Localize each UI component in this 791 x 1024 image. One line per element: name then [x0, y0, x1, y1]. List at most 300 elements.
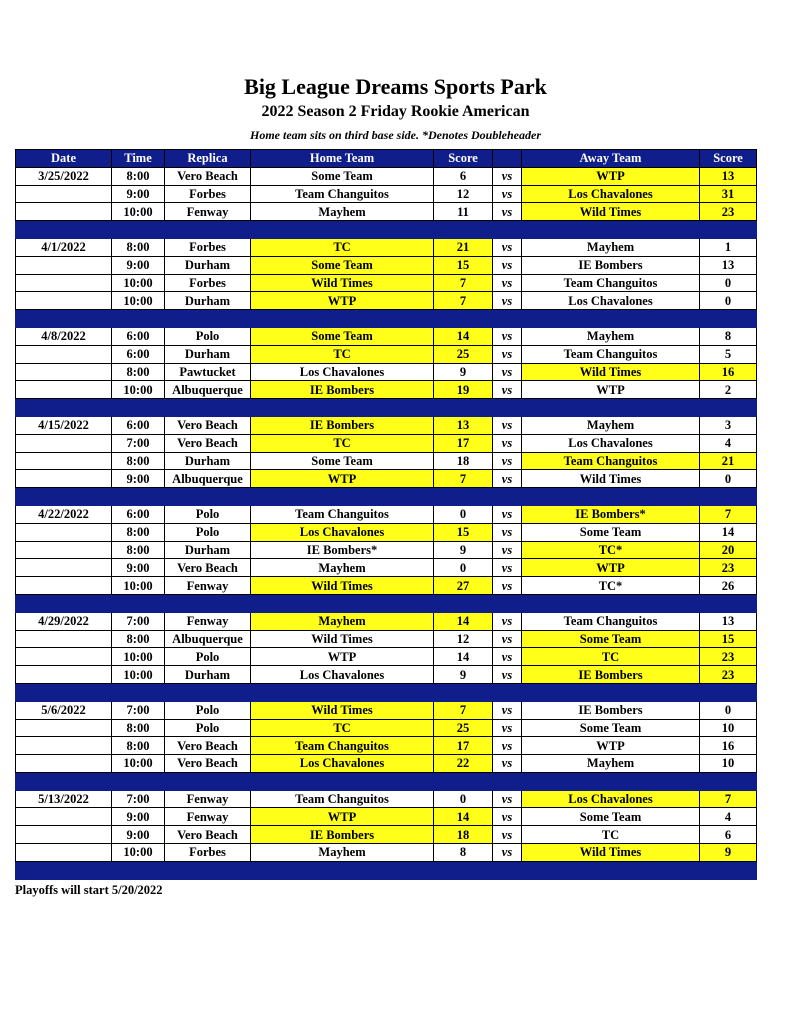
separator-cell	[434, 594, 493, 612]
home-team: Wild Times	[251, 577, 434, 595]
separator-cell	[16, 861, 112, 879]
table-row	[16, 505, 757, 523]
separator-cell	[16, 488, 112, 506]
game-date	[16, 292, 112, 310]
home-score: 13	[434, 416, 493, 434]
away-team: IE Bombers	[522, 256, 700, 274]
game-replica: Vero Beach	[165, 559, 251, 577]
separator-cell	[434, 488, 493, 506]
game-replica: Fenway	[165, 790, 251, 808]
game-time: 8:00	[112, 452, 165, 470]
away-score: 16	[700, 737, 757, 755]
away-score: 3	[700, 416, 757, 434]
home-team: Team Changuitos	[251, 505, 434, 523]
table-row	[16, 648, 757, 666]
separator-cell	[434, 772, 493, 790]
vs-label: vs	[493, 612, 522, 630]
vs-label: vs	[493, 434, 522, 452]
game-date	[16, 541, 112, 559]
vs-label: vs	[493, 185, 522, 203]
table-row	[16, 790, 757, 808]
game-time: 7:00	[112, 790, 165, 808]
week-separator	[16, 772, 757, 790]
game-replica: Vero Beach	[165, 755, 251, 773]
game-time: 8:00	[112, 363, 165, 381]
home-team: Los Chavalones	[251, 523, 434, 541]
separator-cell	[493, 861, 522, 879]
game-date: 4/8/2022	[16, 327, 112, 345]
home-team: Wild Times	[251, 630, 434, 648]
away-score: 13	[700, 612, 757, 630]
separator-cell	[165, 772, 251, 790]
away-score: 23	[700, 559, 757, 577]
game-replica: Polo	[165, 701, 251, 719]
separator-cell	[700, 399, 757, 417]
separator-cell	[522, 488, 700, 506]
game-time: 9:00	[112, 185, 165, 203]
separator-cell	[112, 221, 165, 239]
home-score: 14	[434, 612, 493, 630]
separator-cell	[434, 683, 493, 701]
home-score: 6	[434, 167, 493, 185]
separator-cell	[700, 310, 757, 328]
away-score: 26	[700, 577, 757, 595]
away-team: WTP	[522, 167, 700, 185]
separator-cell	[16, 772, 112, 790]
game-time: 10:00	[112, 274, 165, 292]
separator-cell	[251, 772, 434, 790]
home-team: Wild Times	[251, 274, 434, 292]
away-score: 2	[700, 381, 757, 399]
separator-cell	[522, 683, 700, 701]
schedule-table	[15, 149, 757, 880]
home-score: 14	[434, 808, 493, 826]
separator-cell	[16, 310, 112, 328]
week-separator	[16, 488, 757, 506]
away-team: Wild Times	[522, 203, 700, 221]
table-row	[16, 185, 757, 203]
vs-label: vs	[493, 167, 522, 185]
game-time: 8:00	[112, 238, 165, 256]
separator-cell	[112, 772, 165, 790]
away-team: Some Team	[522, 719, 700, 737]
game-replica: Vero Beach	[165, 434, 251, 452]
game-replica: Polo	[165, 327, 251, 345]
game-time: 8:00	[112, 719, 165, 737]
away-score: 10	[700, 755, 757, 773]
game-time: 10:00	[112, 666, 165, 684]
game-replica: Forbes	[165, 185, 251, 203]
away-team: Mayhem	[522, 327, 700, 345]
home-team: IE Bombers	[251, 826, 434, 844]
table-row	[16, 719, 757, 737]
game-time: 6:00	[112, 345, 165, 363]
game-time: 7:00	[112, 434, 165, 452]
game-replica: Polo	[165, 648, 251, 666]
separator-cell	[700, 772, 757, 790]
table-row	[16, 345, 757, 363]
game-date	[16, 470, 112, 488]
vs-label: vs	[493, 826, 522, 844]
home-team: IE Bombers*	[251, 541, 434, 559]
separator-cell	[700, 861, 757, 879]
game-time: 8:00	[112, 167, 165, 185]
header-away-score: Score	[700, 150, 757, 168]
game-replica: Durham	[165, 666, 251, 684]
home-team: Mayhem	[251, 203, 434, 221]
away-team: Team Changuitos	[522, 452, 700, 470]
table-row	[16, 363, 757, 381]
game-date	[16, 203, 112, 221]
game-time: 8:00	[112, 737, 165, 755]
table-row	[16, 844, 757, 862]
away-team: Some Team	[522, 808, 700, 826]
separator-cell	[434, 310, 493, 328]
vs-label: vs	[493, 256, 522, 274]
home-team: Wild Times	[251, 701, 434, 719]
game-replica: Forbes	[165, 274, 251, 292]
table-row	[16, 452, 757, 470]
table-row	[16, 416, 757, 434]
game-time: 6:00	[112, 505, 165, 523]
game-date	[16, 577, 112, 595]
separator-cell	[522, 772, 700, 790]
home-score: 7	[434, 292, 493, 310]
separator-cell	[112, 399, 165, 417]
table-row	[16, 203, 757, 221]
separator-cell	[700, 488, 757, 506]
separator-cell	[165, 399, 251, 417]
week-separator	[16, 221, 757, 239]
home-score: 8	[434, 844, 493, 862]
home-team: WTP	[251, 808, 434, 826]
home-score: 9	[434, 666, 493, 684]
home-score: 22	[434, 755, 493, 773]
home-team: IE Bombers	[251, 416, 434, 434]
header-home-score: Score	[434, 150, 493, 168]
separator-cell	[493, 594, 522, 612]
game-date: 4/29/2022	[16, 612, 112, 630]
schedule-note: Home team sits on third base side. *Denotes Doubleheader	[250, 128, 541, 142]
separator-cell	[165, 488, 251, 506]
game-date	[16, 363, 112, 381]
separator-cell	[434, 861, 493, 879]
home-team: Mayhem	[251, 844, 434, 862]
game-replica: Forbes	[165, 238, 251, 256]
game-date	[16, 559, 112, 577]
home-score: 19	[434, 381, 493, 399]
separator-cell	[251, 594, 434, 612]
game-replica: Durham	[165, 452, 251, 470]
away-score: 9	[700, 844, 757, 862]
home-score: 9	[434, 541, 493, 559]
away-score: 6	[700, 826, 757, 844]
home-score: 18	[434, 826, 493, 844]
vs-label: vs	[493, 274, 522, 292]
week-separator	[16, 594, 757, 612]
away-team: TC	[522, 648, 700, 666]
separator-cell	[434, 399, 493, 417]
game-replica: Polo	[165, 719, 251, 737]
game-time: 9:00	[112, 559, 165, 577]
home-score: 21	[434, 238, 493, 256]
vs-label: vs	[493, 808, 522, 826]
playoffs-note: Playoffs will start 5/20/2022	[15, 883, 163, 897]
game-time: 10:00	[112, 648, 165, 666]
game-date	[16, 434, 112, 452]
separator-cell	[112, 310, 165, 328]
away-score: 16	[700, 363, 757, 381]
vs-label: vs	[493, 648, 522, 666]
home-score: 17	[434, 737, 493, 755]
away-score: 23	[700, 203, 757, 221]
table-row	[16, 755, 757, 773]
game-date	[16, 523, 112, 541]
separator-cell	[165, 683, 251, 701]
table-row	[16, 666, 757, 684]
game-date	[16, 808, 112, 826]
game-replica: Pawtucket	[165, 363, 251, 381]
table-row	[16, 523, 757, 541]
away-team: IE Bombers	[522, 701, 700, 719]
table-row	[16, 808, 757, 826]
separator-cell	[16, 399, 112, 417]
week-separator	[16, 310, 757, 328]
vs-label: vs	[493, 844, 522, 862]
away-team: IE Bombers	[522, 666, 700, 684]
away-score: 7	[700, 790, 757, 808]
game-time: 10:00	[112, 203, 165, 221]
away-team: WTP	[522, 381, 700, 399]
away-team: Wild Times	[522, 844, 700, 862]
home-team: WTP	[251, 470, 434, 488]
game-date	[16, 256, 112, 274]
separator-cell	[112, 594, 165, 612]
game-replica: Durham	[165, 345, 251, 363]
game-time: 7:00	[112, 701, 165, 719]
vs-label: vs	[493, 327, 522, 345]
separator-cell	[251, 310, 434, 328]
game-date: 4/22/2022	[16, 505, 112, 523]
vs-label: vs	[493, 719, 522, 737]
game-time: 9:00	[112, 256, 165, 274]
vs-label: vs	[493, 577, 522, 595]
away-team: Mayhem	[522, 755, 700, 773]
table-row	[16, 737, 757, 755]
home-team: IE Bombers	[251, 381, 434, 399]
away-team: TC*	[522, 577, 700, 595]
game-replica: Albuquerque	[165, 381, 251, 399]
game-time: 8:00	[112, 630, 165, 648]
separator-cell	[434, 221, 493, 239]
home-team: TC	[251, 719, 434, 737]
vs-label: vs	[493, 470, 522, 488]
home-team: Some Team	[251, 167, 434, 185]
header-vs	[493, 150, 522, 168]
separator-cell	[112, 683, 165, 701]
away-team: IE Bombers*	[522, 505, 700, 523]
separator-cell	[522, 861, 700, 879]
away-score: 5	[700, 345, 757, 363]
separator-cell	[16, 221, 112, 239]
week-separator	[16, 861, 757, 879]
home-score: 15	[434, 523, 493, 541]
separator-cell	[251, 861, 434, 879]
separator-cell	[251, 221, 434, 239]
separator-cell	[493, 221, 522, 239]
table-row	[16, 630, 757, 648]
table-row	[16, 381, 757, 399]
game-replica: Forbes	[165, 844, 251, 862]
home-team: Los Chavalones	[251, 666, 434, 684]
away-score: 21	[700, 452, 757, 470]
vs-label: vs	[493, 790, 522, 808]
game-time: 7:00	[112, 612, 165, 630]
home-team: Some Team	[251, 256, 434, 274]
separator-cell	[493, 772, 522, 790]
home-team: Los Chavalones	[251, 755, 434, 773]
away-score: 1	[700, 238, 757, 256]
away-score: 0	[700, 701, 757, 719]
home-score: 25	[434, 719, 493, 737]
page-title: Big League Dreams Sports Park	[244, 74, 547, 99]
separator-cell	[16, 594, 112, 612]
separator-cell	[165, 861, 251, 879]
home-team: Team Changuitos	[251, 737, 434, 755]
separator-cell	[522, 221, 700, 239]
game-replica: Albuquerque	[165, 470, 251, 488]
game-replica: Fenway	[165, 612, 251, 630]
away-score: 23	[700, 648, 757, 666]
game-date	[16, 826, 112, 844]
table-row	[16, 327, 757, 345]
page-subtitle: 2022 Season 2 Friday Rookie American	[261, 103, 530, 120]
game-date	[16, 666, 112, 684]
away-score: 13	[700, 256, 757, 274]
game-date	[16, 345, 112, 363]
game-time: 10:00	[112, 381, 165, 399]
separator-cell	[112, 488, 165, 506]
separator-cell	[522, 594, 700, 612]
home-score: 0	[434, 559, 493, 577]
home-team: Some Team	[251, 452, 434, 470]
game-replica: Durham	[165, 256, 251, 274]
game-time: 10:00	[112, 577, 165, 595]
table-row	[16, 470, 757, 488]
away-team: TC*	[522, 541, 700, 559]
home-team: Team Changuitos	[251, 185, 434, 203]
game-time: 9:00	[112, 808, 165, 826]
header-away-team: Away Team	[522, 150, 700, 168]
vs-label: vs	[493, 505, 522, 523]
header-row	[16, 150, 757, 168]
table-row	[16, 256, 757, 274]
game-replica: Vero Beach	[165, 737, 251, 755]
table-row	[16, 577, 757, 595]
game-replica: Vero Beach	[165, 416, 251, 434]
away-team: Los Chavalones	[522, 790, 700, 808]
table-row	[16, 826, 757, 844]
separator-cell	[493, 683, 522, 701]
home-score: 25	[434, 345, 493, 363]
separator-cell	[112, 861, 165, 879]
separator-cell	[251, 683, 434, 701]
vs-label: vs	[493, 737, 522, 755]
home-score: 12	[434, 185, 493, 203]
away-score: 0	[700, 274, 757, 292]
game-replica: Fenway	[165, 808, 251, 826]
table-row	[16, 292, 757, 310]
away-team: Mayhem	[522, 416, 700, 434]
away-score: 15	[700, 630, 757, 648]
game-time: 10:00	[112, 292, 165, 310]
away-score: 0	[700, 292, 757, 310]
separator-cell	[165, 221, 251, 239]
header-home-team: Home Team	[251, 150, 434, 168]
vs-label: vs	[493, 381, 522, 399]
game-replica: Albuquerque	[165, 630, 251, 648]
vs-label: vs	[493, 666, 522, 684]
away-team: Some Team	[522, 523, 700, 541]
home-team: TC	[251, 345, 434, 363]
game-date	[16, 719, 112, 737]
home-team: Mayhem	[251, 612, 434, 630]
table-row	[16, 167, 757, 185]
vs-label: vs	[493, 238, 522, 256]
game-date: 5/13/2022	[16, 790, 112, 808]
week-separator	[16, 683, 757, 701]
game-date	[16, 737, 112, 755]
home-team: TC	[251, 238, 434, 256]
game-replica: Durham	[165, 292, 251, 310]
vs-label: vs	[493, 452, 522, 470]
home-score: 0	[434, 790, 493, 808]
away-team: WTP	[522, 737, 700, 755]
game-date	[16, 630, 112, 648]
away-score: 4	[700, 434, 757, 452]
home-team: WTP	[251, 648, 434, 666]
home-score: 14	[434, 327, 493, 345]
vs-label: vs	[493, 416, 522, 434]
away-score: 13	[700, 167, 757, 185]
separator-cell	[493, 399, 522, 417]
away-team: Team Changuitos	[522, 612, 700, 630]
vs-label: vs	[493, 541, 522, 559]
game-date	[16, 648, 112, 666]
game-date: 3/25/2022	[16, 167, 112, 185]
game-date	[16, 274, 112, 292]
game-time: 6:00	[112, 416, 165, 434]
away-team: Wild Times	[522, 470, 700, 488]
home-score: 17	[434, 434, 493, 452]
game-date	[16, 452, 112, 470]
schedule-body	[16, 167, 757, 879]
home-score: 0	[434, 505, 493, 523]
game-date: 5/6/2022	[16, 701, 112, 719]
table-row	[16, 274, 757, 292]
vs-label: vs	[493, 701, 522, 719]
vs-label: vs	[493, 630, 522, 648]
game-time: 9:00	[112, 470, 165, 488]
game-date: 4/1/2022	[16, 238, 112, 256]
away-score: 4	[700, 808, 757, 826]
home-score: 12	[434, 630, 493, 648]
separator-cell	[16, 683, 112, 701]
away-team: Wild Times	[522, 363, 700, 381]
game-time: 8:00	[112, 523, 165, 541]
away-score: 20	[700, 541, 757, 559]
week-separator	[16, 399, 757, 417]
